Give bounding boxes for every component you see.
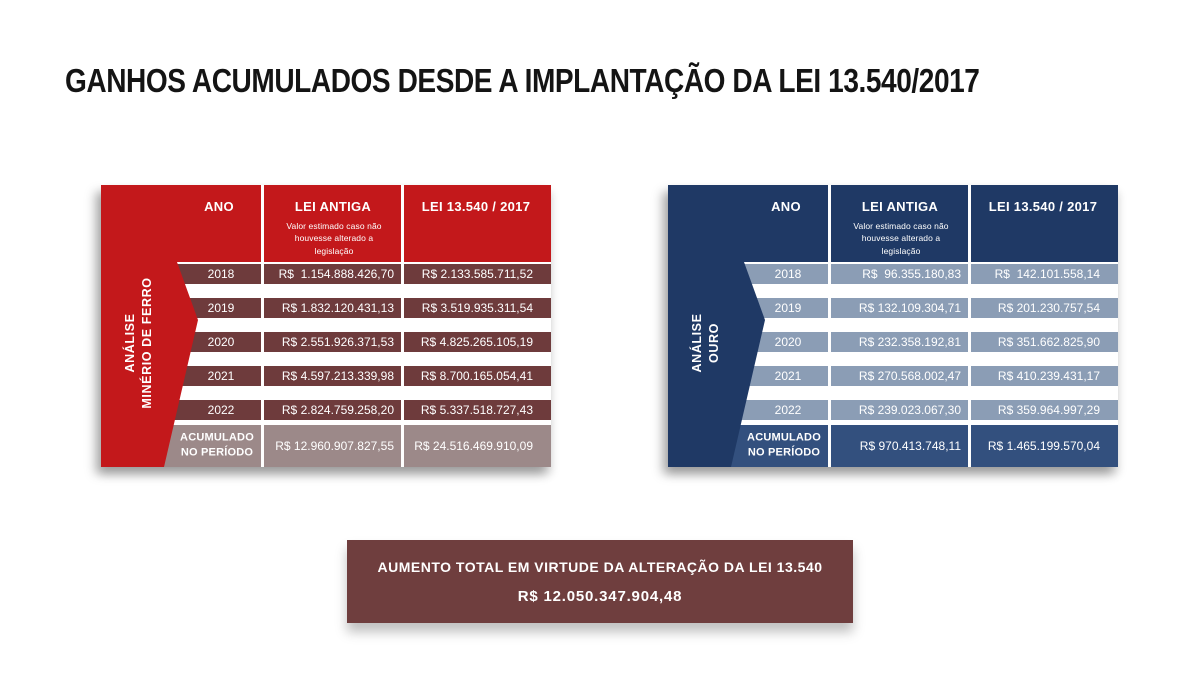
table-total-row (161, 425, 551, 467)
row-year: 2018 (207, 267, 235, 281)
column-header-new-law: LEI 13.540 / 2017 (421, 199, 531, 214)
row-year: 2019 (207, 301, 235, 315)
total-new-law-value: R$ 1.465.199.570,04 (987, 439, 1100, 453)
table-row (161, 332, 551, 352)
column-header-old-law-note: Valor estimado caso não houvesse alterado a legislação (853, 221, 949, 256)
column-divider (828, 185, 831, 467)
column-header-year: ANO (771, 199, 801, 214)
row-old-law-value: R$ 132.109.304,71 (858, 301, 961, 315)
table-side-label-iron: ANÁLISE MINÉRIO DE FERRO (123, 277, 154, 409)
row-old-law-value: R$ 232.358.192,81 (858, 335, 961, 349)
row-old-law-value: R$ 2.551.926.371,53 (281, 335, 394, 349)
row-year: 2021 (774, 369, 802, 383)
row-year: 2022 (207, 403, 235, 417)
row-new-law-value: R$ 4.825.265.105,19 (420, 335, 533, 349)
table-row (728, 366, 1118, 386)
column-divider (968, 185, 971, 467)
row-new-law-value: R$ 201.230.757,54 (997, 301, 1100, 315)
total-increase-caption: AUMENTO TOTAL EM VIRTUDE DA ALTERAÇÃO DA LEI 13.540 (377, 559, 823, 575)
row-year: 2018 (774, 267, 802, 281)
row-new-law-value: R$ 142.101.558,14 (994, 267, 1100, 281)
table-row (728, 298, 1118, 318)
table-side-label-gold: ANÁLISE OURO (690, 313, 721, 373)
row-old-law-value: R$ 1.154.888.426,70 (278, 267, 394, 281)
table-total-row (728, 425, 1118, 467)
page-title: GANHOS ACUMULADOS DESDE A IMPLANTAÇÃO DA LEI 13.540/2017 (65, 62, 980, 99)
row-new-law-value: R$ 359.964.997,29 (997, 403, 1100, 417)
row-new-law-value: R$ 8.700.165.054,41 (420, 369, 533, 383)
table-row (728, 400, 1118, 420)
table-row (161, 400, 551, 420)
column-header-old-law: LEI ANTIGA (861, 199, 939, 214)
row-year: 2022 (774, 403, 802, 417)
column-header-new-law: LEI 13.540 / 2017 (988, 199, 1098, 214)
total-new-law-value: R$ 24.516.469.910,09 (414, 439, 533, 453)
table-row (161, 264, 551, 284)
column-divider (401, 185, 404, 467)
row-new-law-value: R$ 3.519.935.311,54 (421, 301, 533, 315)
row-old-law-value: R$ 239.023.067,30 (858, 403, 961, 417)
total-old-law-value: R$ 12.960.907.827,55 (275, 439, 394, 453)
column-header-old-law-note: Valor estimado caso não houvesse alterado a legislação (286, 221, 382, 256)
column-divider (261, 185, 264, 467)
total-label: ACUMULADO NO PERÍODO (747, 431, 821, 459)
table-row (161, 298, 551, 318)
table-gold (668, 185, 1118, 467)
table-row (728, 332, 1118, 352)
table-row (728, 264, 1118, 284)
total-label: ACUMULADO NO PERÍODO (180, 431, 254, 459)
table-iron-ore (101, 185, 551, 467)
row-year: 2021 (207, 369, 235, 383)
row-new-law-value: R$ 410.239.431,17 (997, 369, 1100, 383)
row-new-law-value: R$ 351.662.825,90 (997, 335, 1100, 349)
row-old-law-value: R$ 270.568.002,47 (858, 369, 961, 383)
row-old-law-value: R$ 2.824.759.258,20 (281, 403, 394, 417)
row-year: 2020 (207, 335, 235, 349)
total-increase-value: R$ 12.050.347.904,48 (517, 588, 683, 605)
total-old-law-value: R$ 970.413.748,11 (859, 439, 961, 453)
row-old-law-value: R$ 96.355.180,83 (862, 267, 961, 281)
row-year: 2019 (774, 301, 802, 315)
row-year: 2020 (774, 335, 802, 349)
table-row (161, 366, 551, 386)
row-old-law-value: R$ 4.597.213.339,98 (281, 369, 394, 383)
total-increase-box (347, 540, 853, 623)
column-header-old-law: LEI ANTIGA (294, 199, 372, 214)
row-new-law-value: R$ 5.337.518.727,43 (420, 403, 533, 417)
row-new-law-value: R$ 2.133.585.711,52 (421, 267, 533, 281)
column-header-year: ANO (204, 199, 234, 214)
row-old-law-value: R$ 1.832.120.431,13 (281, 301, 394, 315)
